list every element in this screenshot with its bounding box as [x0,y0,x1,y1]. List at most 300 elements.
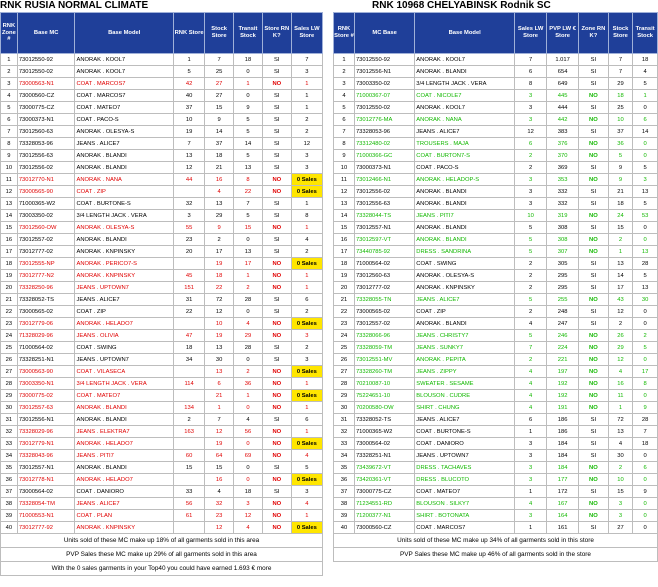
table-cell: 10 [515,210,547,222]
table-cell: 73012466-N1 [354,174,414,186]
table-cell: 73328053-96 [17,138,75,150]
table-cell: 2 [234,366,263,378]
table-row [1,390,323,402]
table-cell: 73012776-MA [354,114,414,126]
table-cell: SI [262,306,291,318]
table-cell: 224 [547,342,579,354]
table-cell: NO [579,90,609,102]
table-cell: SI [579,258,609,270]
table-row [1,402,323,414]
table-cell: 0 [633,498,658,510]
table-cell: NO [579,342,609,354]
table-cell: 2 [608,318,633,330]
table-cell: 73012560-OW [17,222,75,234]
table-cell: 73012550-02 [354,102,414,114]
table-cell: JEANS . ALICE7 [75,294,174,306]
table-cell: 71000564-02 [354,258,414,270]
table-row [334,234,658,246]
table-cell: 2 [515,162,547,174]
table-cell: 445 [547,90,579,102]
table-cell: NO [262,522,291,534]
table-cell: 26 [334,354,355,366]
table-cell: 14 [608,270,633,282]
table-cell: ANORAK . KNPINSKY [75,522,174,534]
table-cell: 1 [291,222,322,234]
table-cell: 73000775-CZ [17,102,75,114]
table-cell: 2 [291,342,322,354]
table-cell: COAT . SWING [415,258,515,270]
table-row [334,450,658,462]
table-cell: 22 [205,282,234,294]
table-cell: 4 [515,390,547,402]
table-cell: 3 [291,66,322,78]
table-cell: SI [262,150,291,162]
table-cell: 2 [633,330,658,342]
table-cell: 29 [608,78,633,90]
table-cell: 26 [608,330,633,342]
table-row [1,78,323,90]
table-cell: 22 [234,186,263,198]
table-cell: 0 [234,234,263,246]
table-row [334,54,658,66]
table-cell: ANORAK . BLANDI [415,222,515,234]
table-row [1,282,323,294]
table-cell: 12 [205,426,234,438]
table-cell: SI [262,126,291,138]
table-cell: 2 [234,282,263,294]
table-cell: 23 [173,234,204,246]
table-cell: 73000565-02 [17,306,75,318]
table-cell: SI [579,126,609,138]
table-cell: ANORAK . KOOL7 [75,66,174,78]
table-cell: 8 [1,138,18,150]
table-cell: 7 [515,342,547,354]
table-cell: 40 [1,522,18,534]
table-cell: 5 [173,66,204,78]
table-cell: 73000560-CZ [354,522,414,534]
table-cell: 19 [205,330,234,342]
table-row [334,210,658,222]
table-cell: 7 [291,54,322,66]
table-cell: 5 [234,114,263,126]
table-cell: 1 [291,510,322,522]
table-cell: 37 [205,138,234,150]
table-cell: 17 [1,246,18,258]
table-row [1,234,323,246]
table-cell: 184 [547,462,579,474]
table-cell: JEANS . ALICE7 [75,138,174,150]
table-cell: 10 [1,162,18,174]
table-cell: NO [262,366,291,378]
table-cell: 1 [291,198,322,210]
table-row [1,378,323,390]
table-row [334,258,658,270]
table-cell: 73012557-N1 [17,462,75,474]
left-report-title: RNK RUSIA NORMAL CLIMATE [0,0,149,11]
table-cell: 60 [173,450,204,462]
table-cell: 29 [334,390,355,402]
summary-row [334,534,658,548]
table-cell: COAT . PACO-S [75,114,174,126]
table-row [334,390,658,402]
table-cell: 12 [234,510,263,522]
table-cell: 4 [515,402,547,414]
table-cell: SI [579,426,609,438]
table-cell: 73000563-N1 [17,78,75,90]
table-cell: 75224651-10 [354,390,414,402]
table-cell: 32 [173,198,204,210]
table-cell: JEANS . PITI7 [75,450,174,462]
table-cell: 0 Sales [291,186,322,198]
table-cell: 3 [515,474,547,486]
table-cell: 21 [205,162,234,174]
table-cell: SI [262,354,291,366]
table-cell: 1 [291,426,322,438]
table-cell: 0 [234,462,263,474]
table-cell: 72 [608,414,633,426]
table-cell: 37 [1,486,18,498]
table-row [1,342,323,354]
table-cell: JEANS . UPTOWN7 [415,450,515,462]
table-cell: 34 [173,354,204,366]
table-cell: 255 [547,294,579,306]
table-cell: 73328029-96 [17,426,75,438]
table-cell: 13 [234,246,263,258]
table-cell: 31 [1,414,18,426]
table-cell: 21 [205,390,234,402]
table-cell: 5 [234,126,263,138]
table-cell: 19 [205,438,234,450]
table-cell: 73328066-96 [354,330,414,342]
table-cell: 13 [1,198,18,210]
table-cell: 73000564-02 [354,438,414,450]
table-cell: 47 [173,330,204,342]
table-row [1,330,323,342]
table-cell: 36 [608,138,633,150]
table-row [334,486,658,498]
table-cell: 0 [234,402,263,414]
table-cell: JEANS . SUNKY7 [415,342,515,354]
table-cell: 33 [1,438,18,450]
table-cell: 73012560-63 [17,126,75,138]
table-cell: 40 [334,522,355,534]
table-cell: BLOUSON . CUDRE [415,390,515,402]
table-cell: SI [579,306,609,318]
table-cell: NO [579,498,609,510]
table-cell: 12 [205,522,234,534]
table-cell: 73000565-90 [17,186,75,198]
table-cell: JEANS . ELEKTRA7 [75,426,174,438]
table-cell: 2 [515,306,547,318]
table-cell: 6 [515,414,547,426]
table-row [1,474,323,486]
table-cell: ANORAK . PERICO7-S [75,258,174,270]
table-cell: 71200377-N1 [354,510,414,522]
column-header: Transit Stock [633,13,658,54]
summary-text: Units sold of these MC make up 34% of all garments sold in this store [334,534,658,548]
table-row [1,186,323,198]
table-cell: 73012550-02 [17,66,75,78]
table-cell: 28 [234,294,263,306]
table-cell: SI [579,102,609,114]
table-cell: 73012777-N2 [17,270,75,282]
table-cell: 28 [1,378,18,390]
table-cell: 53 [633,210,658,222]
column-header: Stock Store [205,13,234,54]
table-cell: 4 [515,318,547,330]
table-cell: 0 Sales [291,258,322,270]
table-cell: 73000775-CZ [354,486,414,498]
table-cell: 7 [515,54,547,66]
table-cell: 0 [633,222,658,234]
table-cell: 0 [633,522,658,534]
table-cell: 305 [547,258,579,270]
table-cell: 0 [234,66,263,78]
table-row [334,462,658,474]
table-row [334,174,658,186]
table-cell: 73328055-TN [354,294,414,306]
table-cell: NO [579,294,609,306]
table-cell: NO [262,258,291,270]
table-row [334,414,658,426]
table-cell: 5 [291,462,322,474]
table-cell: 31 [334,414,355,426]
table-cell: NO [262,474,291,486]
summary-text: PVP Sales these MC make up 29% of all garments sold in this area [1,548,323,562]
table-cell: 73012560-63 [354,270,414,282]
table-cell: 3 [515,450,547,462]
table-cell: ANORAK . KNPINSKY [75,270,174,282]
column-header: Sales LW Store [291,13,322,54]
table-cell: 73003350-02 [17,210,75,222]
table-cell: 1 [1,54,18,66]
table-cell: 34 [1,450,18,462]
table-cell: 17 [633,366,658,378]
table-cell: NO [262,270,291,282]
table-cell [173,366,204,378]
table-cell: NO [262,318,291,330]
table-cell: 164 [547,510,579,522]
table-cell: 17 [234,258,263,270]
table-cell: 21 [608,186,633,198]
table-cell: SI [262,66,291,78]
table-cell: 332 [547,186,579,198]
table-cell: 9 [1,150,18,162]
table-cell: 30 [633,294,658,306]
table-cell: 13 [234,162,263,174]
table-cell: 18 [608,90,633,102]
table-cell: 177 [547,474,579,486]
table-cell: 12 [291,138,322,150]
table-cell [173,186,204,198]
table-cell: COAT . PACO-S [415,162,515,174]
table-cell: 2 [291,246,322,258]
table-cell: 13 [608,426,633,438]
table-cell: ANORAK . PEPITA [415,354,515,366]
table-cell: 5 [234,150,263,162]
column-header: Zone RN K? [579,13,609,54]
table-cell: 3 [608,498,633,510]
table-cell: 23 [334,318,355,330]
table-cell: NO [262,330,291,342]
table-cell: 186 [547,414,579,426]
table-cell: 18 [633,438,658,450]
table-cell: 12 [205,306,234,318]
table-row [1,306,323,318]
table-cell: NO [262,282,291,294]
table-row [1,450,323,462]
table-row [334,366,658,378]
table-cell: NO [579,462,609,474]
table-cell: 73012777-92 [17,522,75,534]
table-cell: 73328251-N1 [354,450,414,462]
zone-ranking-table [0,12,323,576]
table-cell: 1 [633,90,658,102]
table-cell: 5 [633,162,658,174]
table-cell: ANORAK . KNPINSKY [415,282,515,294]
table-cell: 71000365-W2 [17,198,75,210]
table-cell: 18 [334,258,355,270]
table-cell: 1 [205,402,234,414]
table-cell: 1 [173,54,204,66]
table-cell: NO [262,174,291,186]
table-cell: 73012557-63 [17,402,75,414]
table-cell: 4 [515,378,547,390]
table-cell: 3/4 LENGTH JACK . VERA [75,378,174,390]
table-cell: 13 [173,150,204,162]
table-cell: 308 [547,234,579,246]
table-cell: 1 [608,246,633,258]
table-cell: 5 [1,102,18,114]
table-cell: NO [579,246,609,258]
table-cell: ANORAK . BLANDI [415,198,515,210]
table-cell: 18 [234,54,263,66]
summary-row [1,548,323,562]
table-cell: COAT . BURTONE-S [75,198,174,210]
table-cell: 3 [608,510,633,522]
table-cell: NO [262,186,291,198]
table-cell: 2 [608,462,633,474]
table-cell: 2 [205,234,234,246]
table-cell: ANORAK . KOOL7 [415,102,515,114]
table-cell: 6 [334,114,355,126]
table-cell: 71000564-02 [17,342,75,354]
table-cell: SI [579,66,609,78]
table-cell: 33 [334,438,355,450]
table-cell: 9 [334,150,355,162]
table-cell: 73328059-TM [354,342,414,354]
table-cell: SI [262,102,291,114]
table-cell: 5 [515,234,547,246]
table-cell: 13 [205,342,234,354]
table-cell: 18 [205,270,234,282]
table-cell: 0 [234,474,263,486]
table-cell: 38 [334,498,355,510]
table-cell: 11 [334,174,355,186]
table-cell: 161 [547,522,579,534]
table-cell: 35 [1,462,18,474]
table-cell: NO [579,330,609,342]
table-cell: 7 [608,54,633,66]
table-cell: 73012779-06 [17,318,75,330]
table-cell: 16 [205,474,234,486]
table-cell: ANORAK . HELADO7 [75,438,174,450]
table-cell: 5 [633,78,658,90]
column-header: Stock Store [608,13,633,54]
table-cell: 383 [547,126,579,138]
table-cell: 2 [515,258,547,270]
table-cell: 0 Sales [291,366,322,378]
table-cell: SI [262,90,291,102]
table-cell: 4 [334,90,355,102]
table-row [334,198,658,210]
table-cell: 73012597-VT [354,234,414,246]
table-cell: 2 [291,114,322,126]
table-cell: 71000367-07 [354,90,414,102]
table-cell: NO [262,510,291,522]
table-cell: 29 [1,390,18,402]
table-cell: 14 [234,138,263,150]
table-cell: 4 [205,186,234,198]
table-cell: 23 [1,318,18,330]
table-cell: 376 [547,138,579,150]
table-cell: 172 [547,486,579,498]
table-cell: 35 [334,462,355,474]
table-cell: 73012556-63 [354,198,414,210]
table-cell: 73439672-VT [354,462,414,474]
table-cell: 649 [547,78,579,90]
table-cell: SI [262,114,291,126]
table-cell: 9 [608,162,633,174]
table-row [1,138,323,150]
table-cell: SI [262,234,291,246]
table-cell: SI [579,450,609,462]
table-cell: 32 [205,498,234,510]
column-header: RNK Store [173,13,204,54]
table-cell: NO [579,390,609,402]
table-cell: SI [262,246,291,258]
table-row [1,366,323,378]
table-cell: 18 [234,486,263,498]
table-cell [173,390,204,402]
table-row [334,306,658,318]
table-cell: 73000373-N1 [17,114,75,126]
table-row [1,174,323,186]
table-cell: 73012556-02 [17,162,75,174]
table-cell: ANORAK . HELADO7 [75,318,174,330]
table-cell: COAT . SWING [75,342,174,354]
table-cell: SWEATER . SESAME [415,378,515,390]
table-cell: 0 [633,474,658,486]
table-cell: 16 [334,234,355,246]
table-cell: 10 [608,474,633,486]
table-cell: 73012551-MV [354,354,414,366]
table-cell: 28 [334,378,355,390]
table-cell: NO [579,366,609,378]
column-header: RNK Zone # [1,13,18,54]
table-cell: 197 [547,366,579,378]
table-cell: COAT . MARCOS7 [75,90,174,102]
table-cell: ANORAK . BLANDI [415,318,515,330]
table-cell: 0 [633,318,658,330]
table-cell: 14 [334,210,355,222]
table-cell: 7 [205,414,234,426]
table-cell: NO [262,222,291,234]
table-cell: 29 [608,342,633,354]
table-cell: 33 [173,486,204,498]
table-cell: 73012556-N1 [354,66,414,78]
table-cell: ANORAK . BLANDI [415,186,515,198]
